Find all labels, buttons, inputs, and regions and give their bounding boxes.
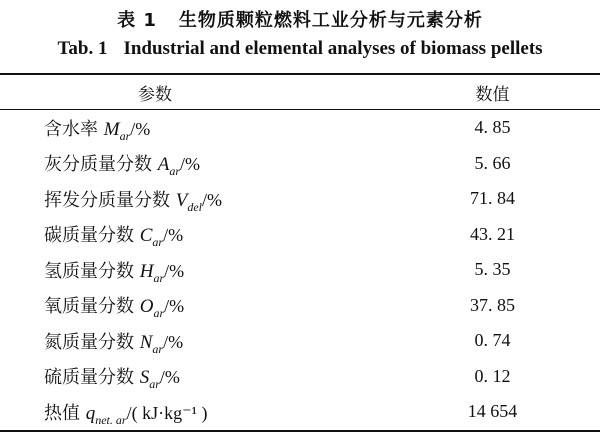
value-cell: 4. 85 xyxy=(474,117,511,138)
parameter-cell xyxy=(0,109,385,146)
parameter-unit: /% xyxy=(159,367,180,388)
value-cell: 5. 66 xyxy=(474,152,511,173)
table-row xyxy=(0,181,600,217)
parameter-name: 碳质量分数 xyxy=(44,225,134,247)
parameter-cell xyxy=(0,394,385,430)
table-title-cn: 生物质颗粒燃料工业分析与元素分析 xyxy=(178,10,483,31)
value-cell: 0. 12 xyxy=(474,365,511,386)
parameter-unit: /% xyxy=(164,260,185,281)
parameter-subscript: ar xyxy=(119,128,131,143)
parameter-subscript: ar xyxy=(153,270,165,285)
column-header-value: 数值 xyxy=(475,84,510,105)
parameter-cell xyxy=(0,288,385,324)
parameter-unit: /% xyxy=(130,118,151,139)
table-header-row xyxy=(0,75,600,109)
parameter-subscript: ar xyxy=(152,235,164,250)
parameter-unit: /% xyxy=(202,189,223,210)
value-cell: 0. 74 xyxy=(474,330,511,351)
parameter-name: 氧质量分数 xyxy=(44,296,134,318)
parameter-symbol: V xyxy=(175,189,188,211)
table-row xyxy=(0,146,600,182)
table-row xyxy=(0,323,600,359)
value-cell: 43. 21 xyxy=(470,223,515,244)
parameter-unit: /% xyxy=(180,154,201,175)
table-title-en: Industrial and elemental analyses of biomass pellets xyxy=(123,38,543,59)
parameter-subscript: ar xyxy=(152,341,164,356)
parameter-symbol: M xyxy=(103,118,120,140)
table-bottom-rule xyxy=(0,430,600,432)
parameter-symbol: N xyxy=(139,331,153,353)
parameter-subscript: net. ar xyxy=(95,412,127,427)
parameter-symbol: O xyxy=(139,296,154,318)
column-header-parameter: 参数 xyxy=(138,84,172,105)
parameter-cell xyxy=(0,146,385,182)
table-caption-en xyxy=(0,38,600,60)
table-row xyxy=(0,394,600,430)
parameter-symbol: q xyxy=(85,402,96,424)
table-number-cn: 表 1 xyxy=(117,10,157,31)
parameter-cell xyxy=(0,359,385,395)
parameter-unit: /% xyxy=(163,225,184,246)
parameter-unit: /% xyxy=(163,331,184,352)
parameter-subscript: ar xyxy=(153,306,165,321)
table-caption-cn xyxy=(0,6,600,32)
parameter-name: 硫质量分数 xyxy=(44,367,134,389)
table-row xyxy=(0,217,600,253)
parameter-name: 挥发分质量分数 xyxy=(44,189,170,211)
value-cell: 14 654 xyxy=(467,401,518,422)
table-body xyxy=(0,109,600,430)
value-cell: 71. 84 xyxy=(470,188,515,209)
table-number-en: Tab. 1 xyxy=(57,38,108,59)
table-row xyxy=(0,288,600,324)
parameter-unit: /% xyxy=(164,296,185,317)
table-row xyxy=(0,109,600,146)
parameter-symbol: H xyxy=(139,260,154,282)
analysis-table xyxy=(0,75,600,430)
parameter-name: 氢质量分数 xyxy=(44,260,134,282)
parameter-subscript: ar xyxy=(169,164,181,179)
value-cell: 5. 35 xyxy=(474,259,511,280)
parameter-name: 氮质量分数 xyxy=(44,331,134,353)
parameter-subscript: del xyxy=(187,199,203,214)
parameter-name: 含水率 xyxy=(44,118,98,140)
parameter-name: 灰分质量分数 xyxy=(44,154,152,176)
parameter-cell xyxy=(0,181,385,217)
table-row xyxy=(0,252,600,288)
parameter-name: 热值 xyxy=(44,402,80,424)
table-row xyxy=(0,359,600,395)
parameter-symbol: A xyxy=(157,154,170,176)
parameter-cell xyxy=(0,323,385,359)
parameter-subscript: ar xyxy=(149,377,160,392)
parameter-symbol: C xyxy=(139,225,153,247)
parameter-unit: /( kJ·kg⁻¹ ) xyxy=(126,402,208,423)
parameter-cell xyxy=(0,217,385,253)
parameter-symbol: S xyxy=(139,367,150,389)
parameter-cell xyxy=(0,252,385,288)
value-cell: 37. 85 xyxy=(470,294,515,315)
